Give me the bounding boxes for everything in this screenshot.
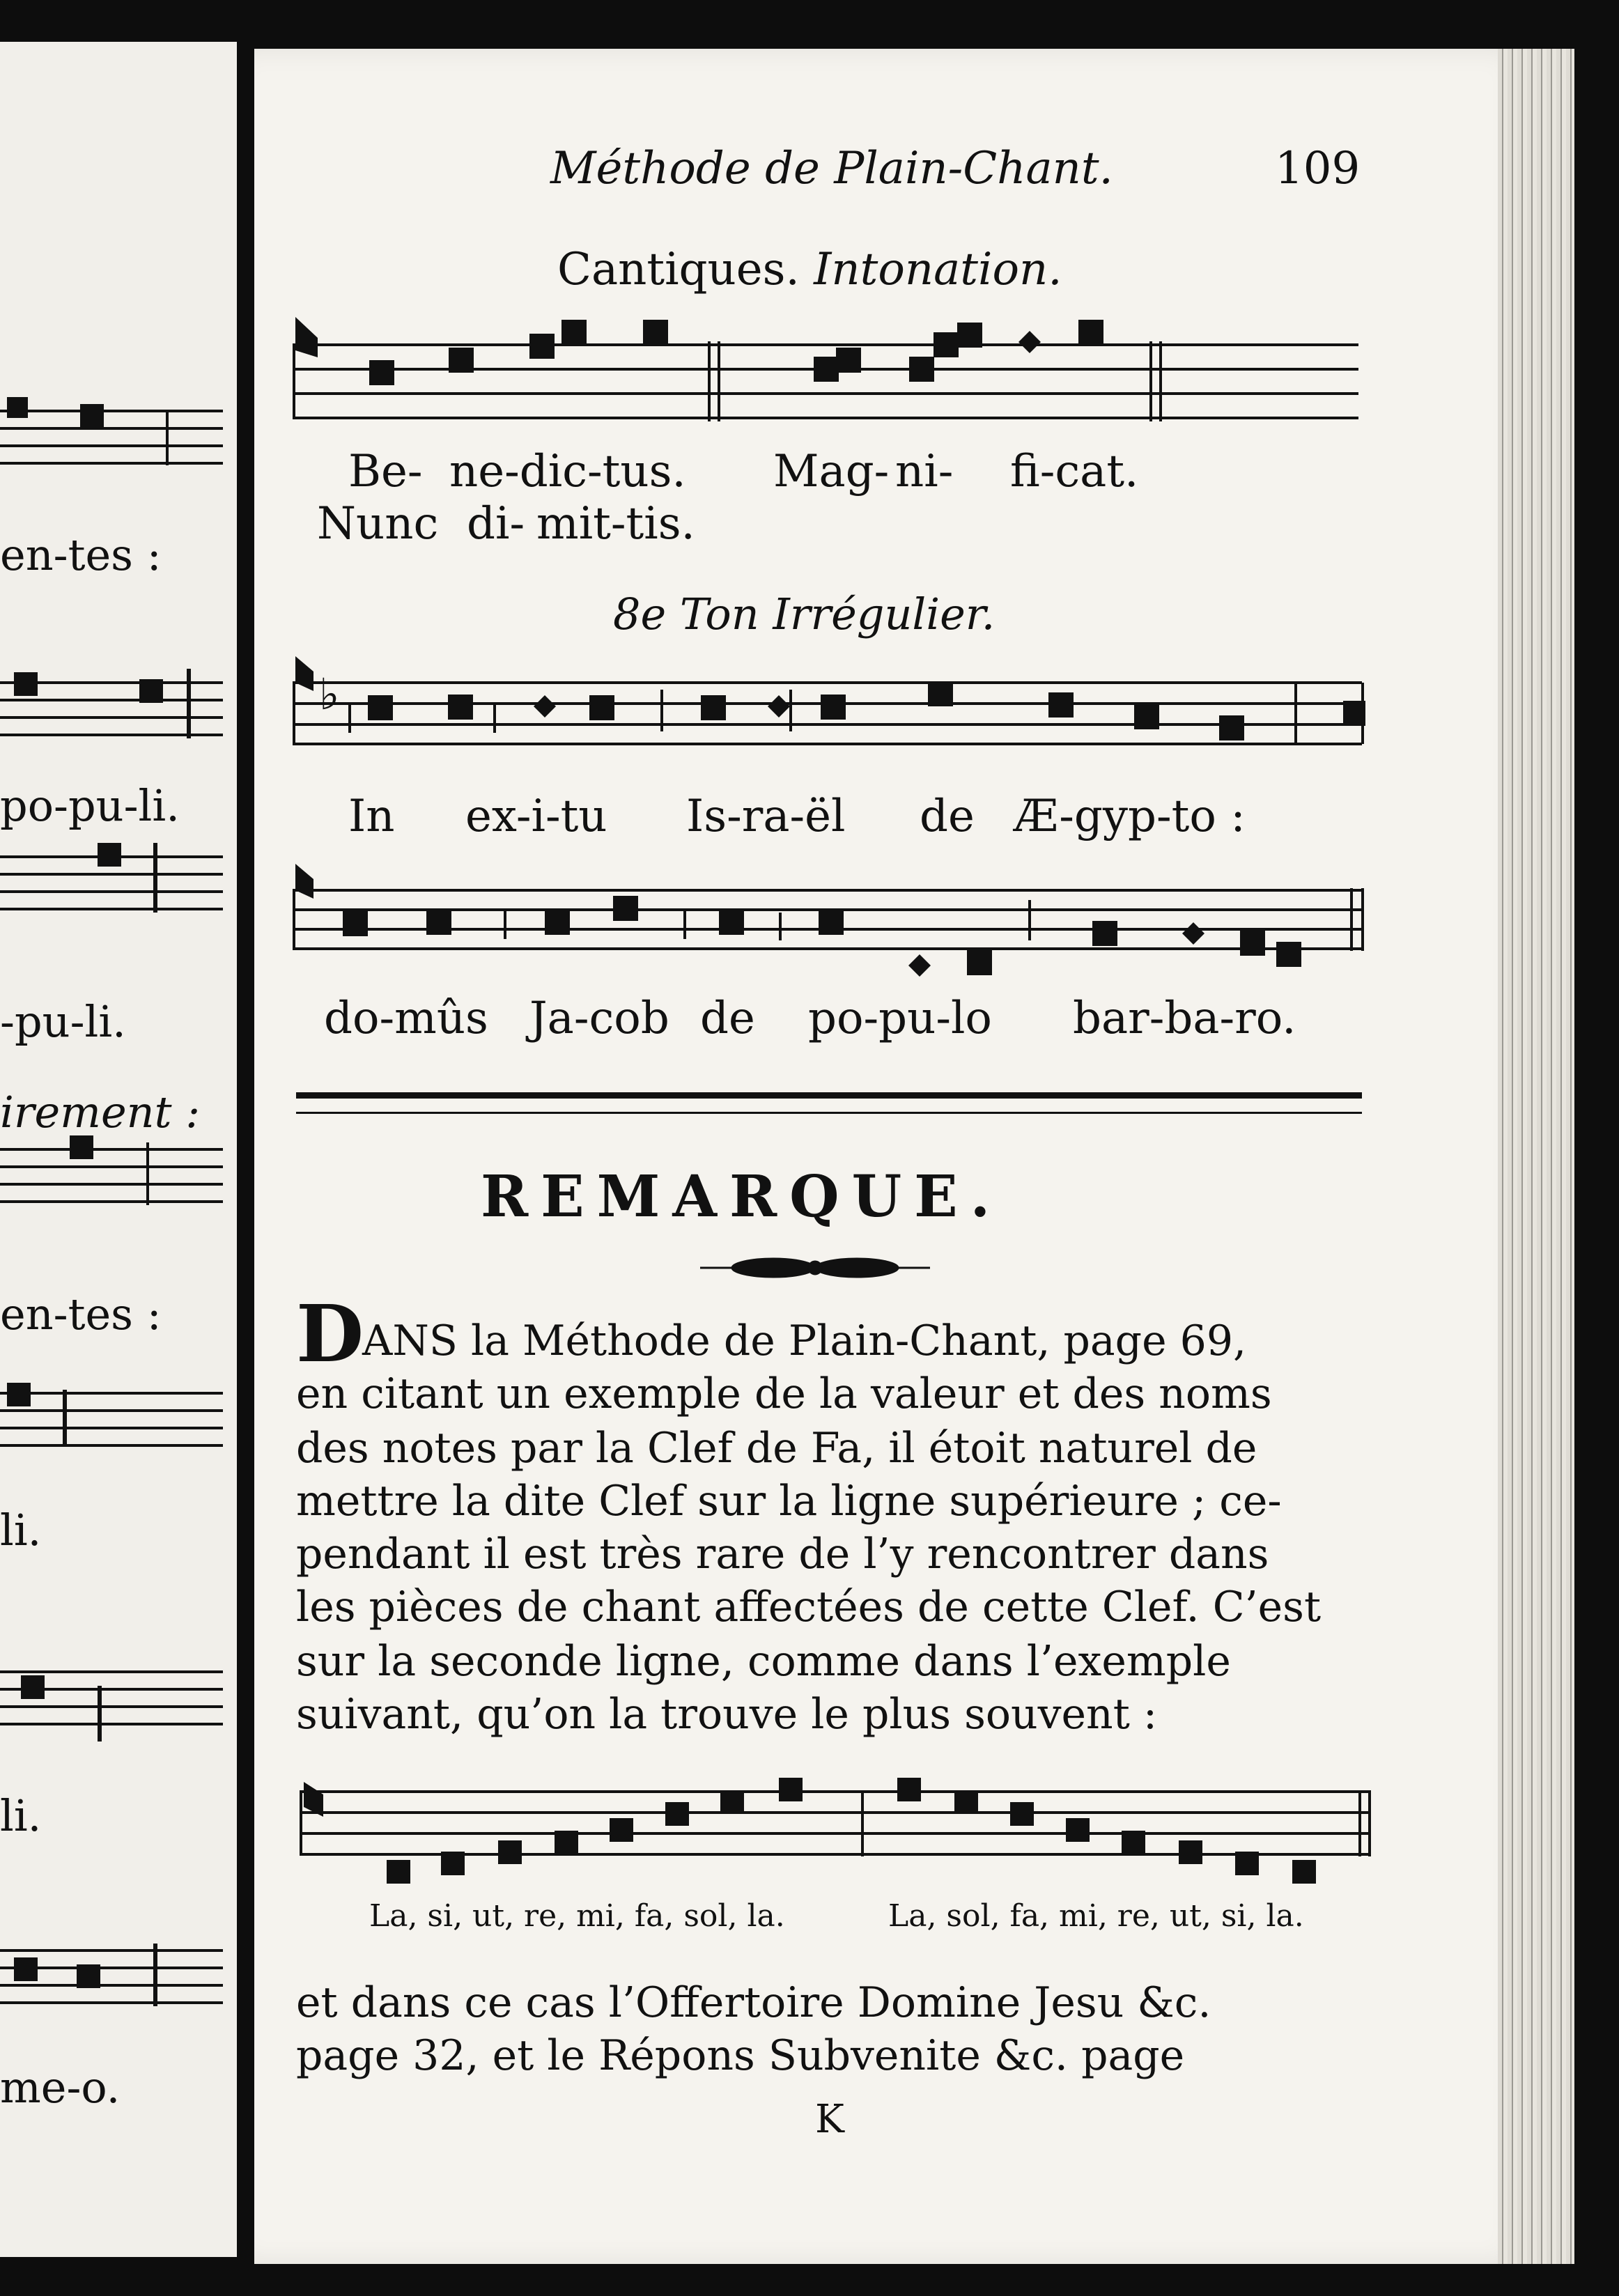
left-fragment-text: po-pu-li. [0, 780, 180, 831]
remarque-heading: REMARQUE. [481, 1163, 1003, 1230]
lyric-syllable: po-pu-lo [808, 993, 992, 1044]
left-fragment-text: en-tes : [0, 1289, 162, 1340]
clef-ut-icon [295, 656, 313, 691]
lyric-syllable: de [700, 993, 755, 1044]
left-fragment-text: li. [0, 1790, 42, 1841]
divider-thick [296, 1092, 1362, 1099]
staff-continuation [293, 864, 1365, 982]
ornament-vignette-icon [700, 1250, 930, 1285]
paragraph-line: les pièces de chant affectées de cette Clef. C’est [296, 1583, 1322, 1631]
clef-ut-icon [295, 864, 313, 899]
lyric-syllable: di- [467, 498, 525, 550]
paragraph-line: en citant un exemple de la valeur et des noms [296, 1370, 1272, 1418]
left-fragment-text: me-o. [0, 2062, 121, 2113]
lyric-syllable: Is-ra-ël [686, 791, 846, 842]
running-header-title: Méthode de Plain-Chant. [550, 143, 1113, 194]
staff-intonation [293, 317, 1365, 432]
divider-thin [296, 1112, 1362, 1114]
paragraph-line: des notes par la Clef de Fa, il étoit naturel de [296, 1424, 1257, 1473]
paragraph-line: pendant il est très rare de l’y rencontrer dans [296, 1530, 1269, 1578]
lyric-syllable: Ja-cob [529, 993, 669, 1044]
scale-descending-label: La, sol, fa, mi, re, ut, si, la. [888, 1898, 1304, 1934]
signature-mark: K [815, 2097, 844, 2142]
clef-ut-icon [295, 317, 318, 357]
staff-eighth-tone [293, 655, 1365, 766]
drop-cap: D [296, 1289, 364, 1380]
section-title [557, 244, 1062, 295]
left-fragment-text: li. [0, 1505, 42, 1556]
lyric-syllable: mit-tis. [536, 498, 695, 550]
left-fragment-text: irement : [0, 1087, 201, 1138]
paragraph-line: suivant, qu’on la trouve le plus souvent : [296, 1690, 1158, 1739]
left-fragment-text: -pu-li. [0, 996, 126, 1047]
scale-ascending-label: La, si, ut, re, mi, fa, sol, la. [369, 1898, 785, 1934]
lyric-syllable: Be- [348, 446, 423, 497]
lyric-syllable: ex-i-tu [465, 791, 607, 842]
lyric-syllable: fi-cat. [1010, 446, 1139, 497]
lyric-syllable: Nunc [317, 498, 439, 550]
staff-scale-example [300, 1762, 1372, 1891]
lyric-syllable: Æ-gyp-to : [1014, 791, 1246, 842]
lyric-syllable: de [920, 791, 975, 842]
closing-line: page 32, et le Répons Subvenite &c. page [296, 2031, 1185, 2080]
page-number: 109 [1275, 143, 1361, 194]
paragraph-line: ANS la Méthode de Plain-Chant, page 69, [362, 1317, 1247, 1365]
closing-line: et dans ce cas l’Offertoire Domine Jesu &c. [296, 1978, 1211, 2027]
lyric-syllable: Mag- [773, 446, 890, 497]
lyric-syllable: In [348, 791, 395, 842]
lyric-syllable: ne-dic-tus. [449, 446, 686, 497]
lyric-syllable: ni- [895, 446, 954, 497]
section-title-italic: Intonation. [814, 244, 1062, 295]
paragraph-line: mettre la dite Clef sur la ligne supérieure ; ce- [296, 1477, 1282, 1526]
tone-heading: 8e Ton Irrégulier. [613, 589, 996, 639]
paragraph-line: sur la seconde ligne, comme dans l’exemple [296, 1637, 1231, 1686]
section-title-plain: Cantiques. [557, 244, 800, 295]
lyric-syllable: do-mûs [324, 993, 488, 1044]
page-edge [1498, 49, 1574, 2264]
flat-sign-icon: ♭ [319, 669, 340, 720]
left-fragment-text: en-tes : [0, 529, 162, 580]
left-page-staves [0, 42, 237, 2257]
lyric-syllable: bar-ba-ro. [1073, 993, 1296, 1044]
left-page-fragment [0, 42, 237, 2257]
